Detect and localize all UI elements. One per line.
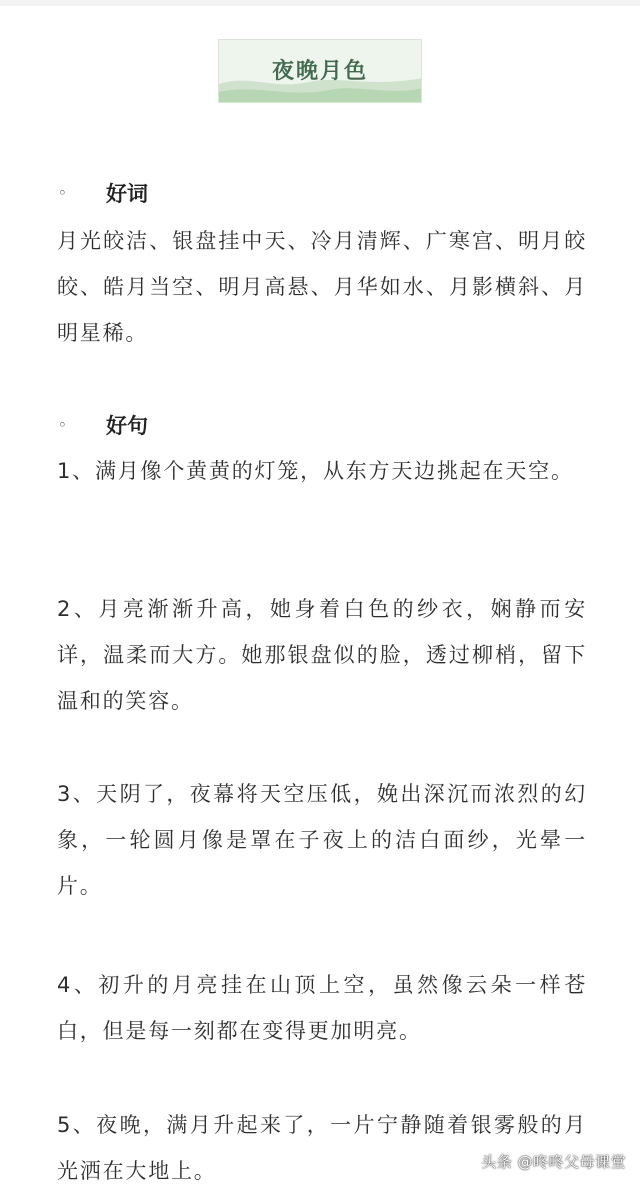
sentence-item-1: 1、满月像个黄黄的灯笼，从东方天边挑起在天空。 <box>57 459 574 483</box>
good-words-text: 月光皎洁、银盘挂中天、冷月清辉、广寒宫、明月皎皎、皓月当空、明月高悬、月华如水、月影横斜、月明星稀。 <box>57 229 587 345</box>
good-sentences-heading <box>58 410 148 440</box>
page-title: 夜晚月色 <box>271 59 368 84</box>
bullet-icon: ◦ <box>58 416 67 434</box>
bullet-icon: ◦ <box>58 184 67 202</box>
good-words-heading-text: 好词 <box>106 182 148 206</box>
title-banner <box>218 39 422 103</box>
sentence-item-2: 2、月亮渐渐升高，她身着白色的纱衣，娴静而安详，温柔而大方。她那银盘似的脸，透过柳梢，留下温和的笑容。 <box>57 597 587 713</box>
sentence-item-4: 4、初升的月亮挂在山顶上空，虽然像云朵一样苍白，但是每一刻都在变得更加明亮。 <box>57 973 587 1043</box>
good-words-heading <box>58 178 148 208</box>
good-sentences-heading-text: 好句 <box>106 414 148 438</box>
sentence-item-3: 3、天阴了，夜幕将天空压低，娩出深沉而浓烈的幻象，一轮圆月像是罩在子夜上的洁白面纱，光晕一片。 <box>57 782 587 898</box>
sentence-item-5: 5、夜晚，满月升起来了，一片宁静随着银雾般的月光洒在大地上。 <box>57 1113 587 1183</box>
top-divider <box>0 0 640 6</box>
watermark: 头条 @咚咚父母课堂 <box>481 1153 626 1171</box>
